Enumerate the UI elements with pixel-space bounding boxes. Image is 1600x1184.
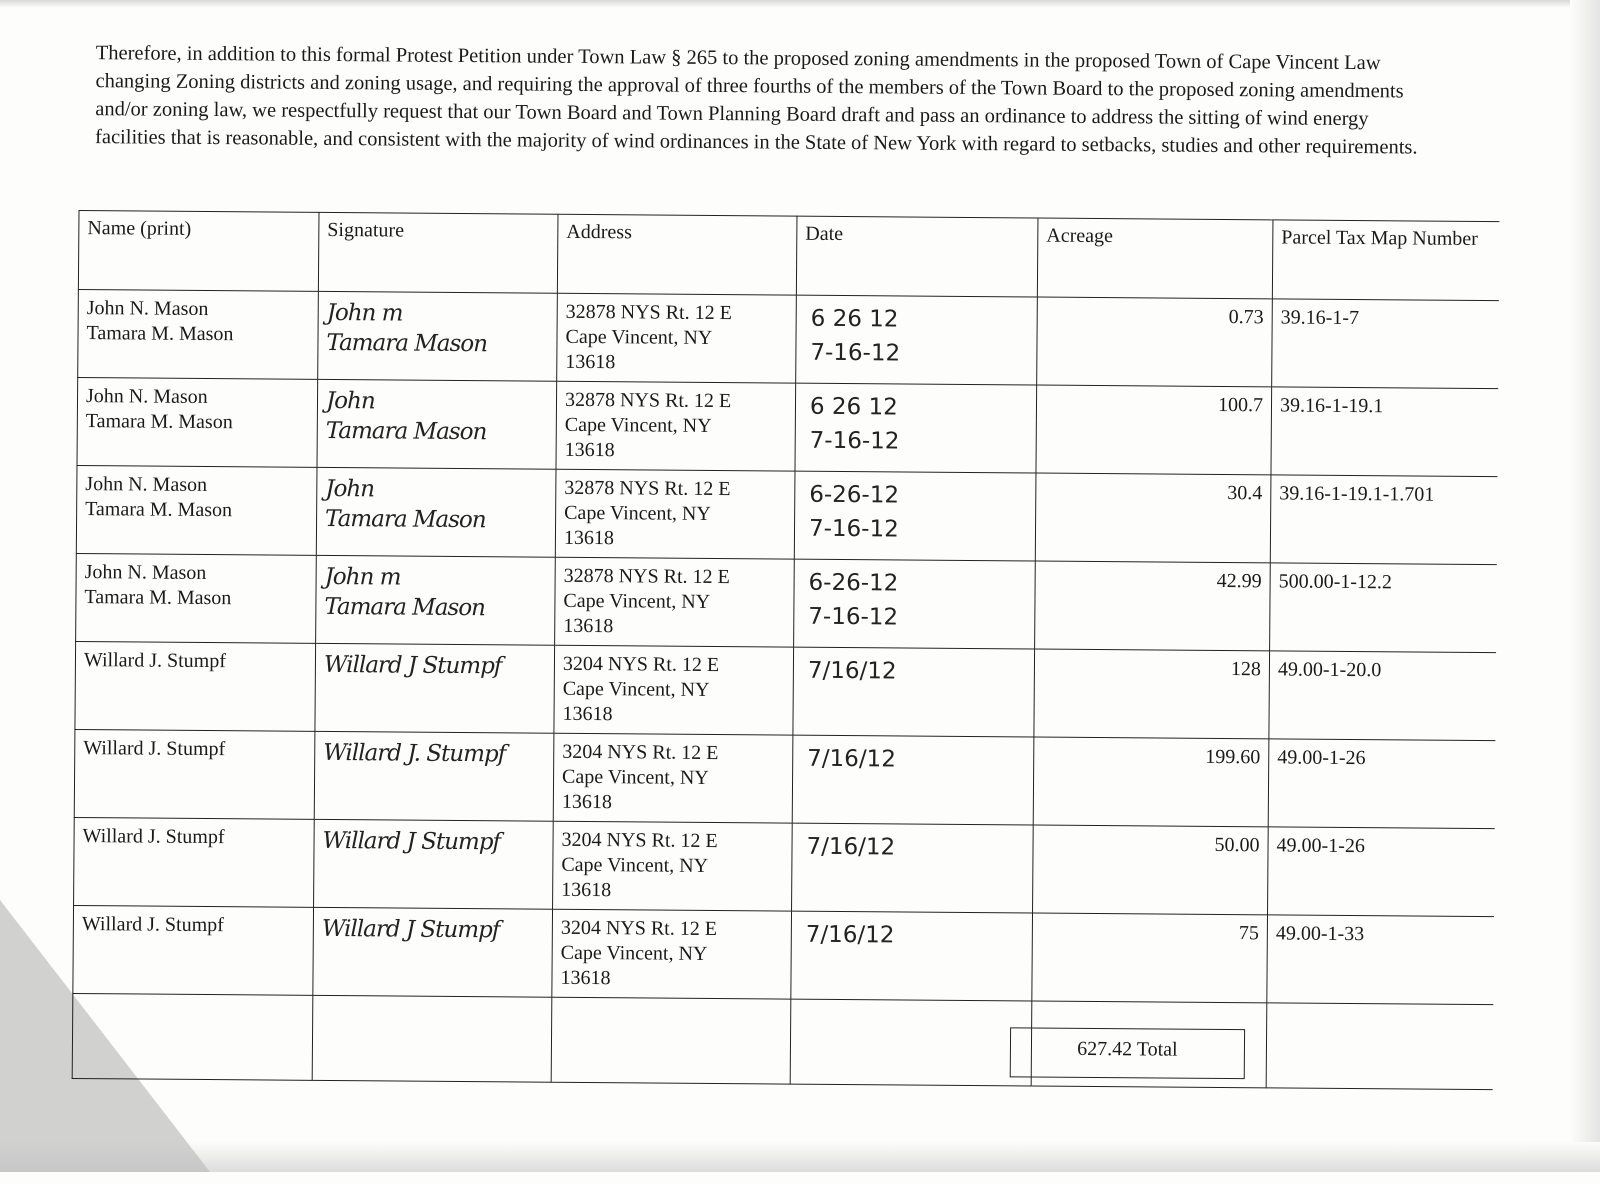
parcel-number: 39.16-1-7 (1280, 306, 1360, 330)
petition-table (72, 210, 1500, 1090)
header-acreage: Acreage (1037, 218, 1273, 299)
printed-name: John N. Mason (86, 297, 209, 321)
acreage-cell (1034, 649, 1270, 739)
header-address: Address (557, 214, 797, 295)
handwritten-signature: Willard J. Stumpf (323, 739, 506, 768)
signature-cell (314, 819, 554, 909)
signature-cell (317, 379, 557, 469)
name-cell (73, 905, 314, 995)
address-cell (552, 909, 792, 999)
address-line: 13618 (560, 966, 611, 990)
address-line: Cape Vincent, NY (565, 325, 713, 349)
handwritten-signature: Tamara Mason (324, 593, 486, 622)
header-name: Name (print) (78, 210, 319, 291)
handwritten-date: 7/16/12 (807, 745, 896, 773)
handwritten-signature: Tamara Mason (325, 417, 487, 446)
acreage-value: 0.73 (1228, 306, 1264, 329)
address-cell (555, 557, 795, 647)
date-cell (791, 911, 1033, 1001)
header-parcel: Parcel Tax Map Number (1272, 220, 1499, 301)
address-line: 13618 (563, 526, 615, 550)
parcel-cell (1271, 387, 1498, 477)
address-cell (553, 821, 793, 911)
parcel-number: 500.00-1-12.2 (1278, 570, 1393, 594)
address-line: Cape Vincent, NY (562, 677, 710, 701)
parcel-number: 39.16-1-19.1 (1279, 394, 1384, 418)
printed-name: Tamara M. Mason (85, 498, 233, 522)
table-row (78, 289, 1499, 388)
handwritten-signature: John m (324, 563, 401, 591)
parcel-cell (1267, 915, 1494, 1005)
printed-name: Tamara M. Mason (85, 410, 233, 434)
handwritten-signature: John (325, 475, 375, 503)
printed-name: Tamara M. Mason (84, 586, 232, 610)
name-cell (76, 553, 317, 643)
address-line: Cape Vincent, NY (564, 413, 712, 437)
parcel-cell (1268, 739, 1495, 829)
parcel-number: 49.00-1-26 (1277, 746, 1366, 770)
handwritten-date: 7-16-12 (808, 603, 899, 631)
handwritten-date: 7/16/12 (805, 921, 895, 949)
parcel-number: 39.16-1-19.1-1.701 (1279, 482, 1435, 506)
name-cell (74, 729, 315, 819)
address-cell (553, 733, 793, 823)
handwritten-date: 7/16/12 (807, 657, 897, 685)
signature-cell (316, 467, 556, 557)
handwritten-signature: Willard J Stumpf (322, 827, 501, 856)
parcel-number: 49.00-1-26 (1276, 834, 1365, 858)
printed-name: John N. Mason (85, 473, 208, 497)
empty-cell (1266, 1003, 1493, 1090)
address-line: 13618 (565, 350, 616, 374)
signature-cell (314, 731, 554, 821)
address-line: 3204 NYS Rt. 12 E (562, 652, 720, 677)
address-line: 3204 NYS Rt. 12 E (560, 916, 718, 941)
printed-name: Tamara M. Mason (86, 322, 234, 346)
address-line: 13618 (561, 790, 612, 814)
address-cell (556, 381, 796, 471)
empty-cell (72, 993, 313, 1080)
handwritten-signature: Tamara Mason (326, 329, 488, 358)
date-cell (792, 735, 1034, 825)
handwritten-signature: Tamara Mason (324, 505, 486, 534)
handwritten-signature: Willard J Stumpf (321, 915, 500, 944)
address-line: 13618 (563, 614, 614, 638)
acreage-value: 128 (1230, 658, 1262, 681)
address-line: Cape Vincent, NY (561, 765, 709, 789)
name-cell (75, 641, 316, 731)
acreage-value: 100.7 (1217, 393, 1264, 417)
signature-cell (318, 291, 558, 381)
signature-cell (316, 555, 556, 645)
table-row (73, 905, 1494, 1004)
address-line: Cape Vincent, NY (561, 853, 709, 877)
address-line: 32878 NYS Rt. 12 E (563, 564, 730, 589)
parcel-cell (1269, 651, 1496, 741)
address-line: Cape Vincent, NY (564, 501, 711, 525)
acreage-cell (1035, 561, 1271, 651)
handwritten-date: 6 26 12 (809, 393, 898, 421)
address-line: 32878 NYS Rt. 12 E (565, 300, 732, 325)
acreage-value: 30.4 (1227, 482, 1263, 505)
address-cell (554, 645, 794, 735)
handwritten-date: 7-16-12 (808, 515, 899, 543)
printed-name: Willard J. Stumpf (81, 913, 224, 937)
date-cell (793, 647, 1035, 737)
printed-name: Willard J. Stumpf (83, 737, 226, 761)
name-cell (78, 289, 319, 379)
table-row (74, 729, 1495, 828)
handwritten-date: 7-16-12 (809, 427, 900, 455)
table-row (76, 465, 1497, 564)
empty-cell (312, 995, 552, 1082)
address-line: 3204 NYS Rt. 12 E (562, 740, 719, 765)
address-line: 32878 NYS Rt. 12 E (564, 388, 732, 413)
handwritten-date: 6-26-12 (808, 569, 899, 597)
petition-paragraph: Therefore, in addition to this formal Protest Petition under Town Law § 265 to the proposed zoning amendments in the proposed Town of Cape Vincent Law changing Zoning districts and zoning usage, and requiring the approval of three fourths of the members of the Town Board to the proposed zoning amendments and/or zoning law, we respectfully request that our Town Board and Town Planning Board draft and pass an ordinance to address the sitting of wind energy facilities that is reasonable, and consistent with the majority of wind ordinances in the State of New York with regard to setbacks, studies and other requirements. (94, 41, 1418, 159)
handwritten-signature: John m (326, 299, 403, 327)
address-line: 13618 (562, 702, 613, 726)
address-line: 13618 (561, 878, 612, 902)
parcel-cell (1270, 563, 1497, 653)
parcel-cell (1268, 827, 1495, 917)
acreage-cell (1033, 737, 1269, 827)
address-cell (557, 293, 797, 383)
name-cell (77, 377, 318, 467)
printed-name: John N. Mason (85, 385, 208, 409)
printed-name: John N. Mason (84, 561, 207, 585)
acreage-value: 42.99 (1216, 569, 1262, 593)
acreage-cell (1037, 297, 1273, 387)
table-header-row (78, 210, 1499, 300)
handwritten-date: 7-16-12 (810, 339, 901, 367)
acreage-cell (1032, 913, 1268, 1003)
name-cell (74, 817, 315, 907)
parcel-number: 49.00-1-20.0 (1277, 658, 1382, 682)
signature-cell (313, 907, 553, 997)
acreage-cell (1035, 473, 1271, 563)
acreage-value: 75 (1238, 922, 1259, 945)
acreage-value: 50.00 (1214, 833, 1260, 857)
parcel-cell (1270, 475, 1497, 565)
address-line: 32878 NYS Rt. 12 E (564, 476, 731, 501)
date-cell (796, 295, 1038, 385)
acreage-value: 199.60 (1205, 745, 1261, 769)
empty-cell (551, 997, 791, 1084)
date-cell (794, 471, 1036, 561)
header-signature: Signature (318, 212, 558, 293)
empty-row (72, 993, 1493, 1089)
acreage-total: 627.42 Total (1010, 1027, 1245, 1079)
date-cell (794, 559, 1036, 649)
table-row (74, 817, 1495, 916)
handwritten-date: 7/16/12 (806, 833, 896, 861)
handwritten-signature: John (325, 387, 375, 415)
handwritten-date: 6 26 12 (810, 305, 899, 333)
address-line: Cape Vincent, NY (560, 941, 708, 965)
address-line: 13618 (564, 438, 615, 462)
date-cell (792, 823, 1034, 913)
parcel-number: 49.00-1-33 (1275, 922, 1365, 946)
table-row (76, 553, 1497, 652)
handwritten-date: 6-26-12 (809, 481, 900, 509)
header-date: Date (796, 216, 1038, 297)
address-line: Cape Vincent, NY (563, 589, 711, 613)
printed-name: Willard J. Stumpf (82, 825, 225, 849)
signature-cell (315, 643, 555, 733)
name-cell (76, 465, 317, 555)
date-cell (795, 383, 1037, 473)
acreage-cell (1033, 825, 1269, 915)
table-row (75, 641, 1496, 740)
table-row (77, 377, 1498, 476)
acreage-cell (1036, 385, 1272, 475)
printed-name: Willard J. Stumpf (83, 649, 227, 673)
address-cell (555, 469, 795, 559)
parcel-cell (1272, 299, 1499, 389)
address-line: 3204 NYS Rt. 12 E (561, 828, 718, 853)
empty-cell (790, 999, 1032, 1086)
handwritten-signature: Willard J Stumpf (323, 651, 502, 680)
